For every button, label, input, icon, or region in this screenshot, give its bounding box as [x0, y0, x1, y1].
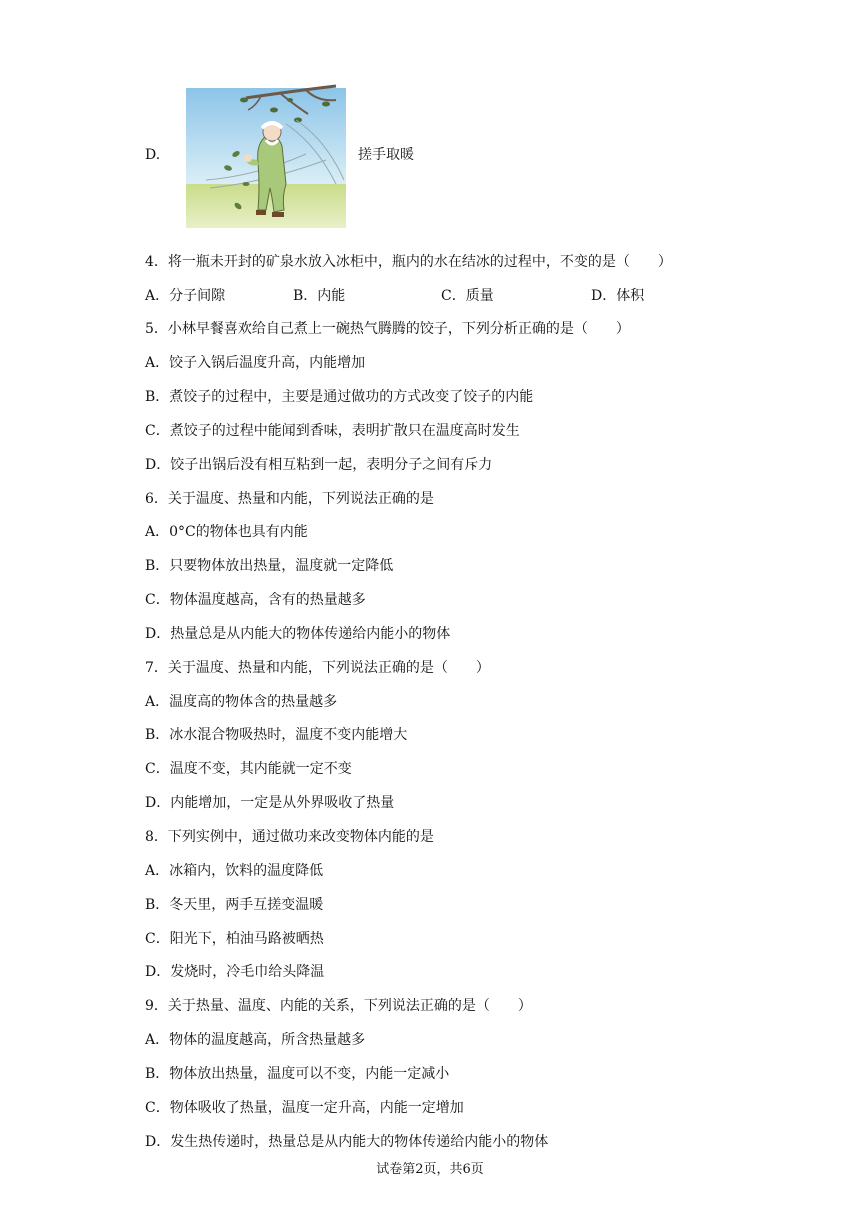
old-man-rubbing-hands-illustration — [186, 84, 350, 230]
question-7-option-a: A．温度高的物体含的热量越多 — [145, 694, 338, 710]
question-8-option-c: C．阳光下，柏油马路被晒热 — [145, 931, 324, 947]
question-9-option-c: C．物体吸收了热量，温度一定升高，内能一定增加 — [145, 1100, 464, 1116]
question-5-option-a: A．饺子入锅后温度升高，内能增加 — [145, 355, 366, 371]
question-4-option-a: A．分子间隙 — [145, 288, 226, 304]
question-6-stem: 6．关于温度、热量和内能，下列说法正确的是 — [145, 491, 434, 507]
question-9-option-d: D．发生热传递时，热量总是从内能大的物体传递给内能小的物体 — [145, 1134, 549, 1150]
question-4-stem: 4．将一瓶未开封的矿泉水放入冰柜中，瓶内的水在结冰的过程中，不变的是（ ） — [145, 254, 672, 270]
question-6-option-c: C．物体温度越高，含有的热量越多 — [145, 592, 366, 608]
question-7-option-c: C．温度不变，其内能就一定不变 — [145, 761, 352, 777]
q3-option-d-caption: 搓手取暖 — [358, 147, 414, 163]
question-9-option-a: A．物体的温度越高，所含热量越多 — [145, 1032, 366, 1048]
question-5-option-c: C．煮饺子的过程中能闻到香味，表明扩散只在温度高时发生 — [145, 423, 520, 439]
question-7-option-b: B．冰水混合物吸热时，温度不变内能增大 — [145, 727, 408, 743]
question-7-stem: 7．关于温度、热量和内能，下列说法正确的是（ ） — [145, 660, 490, 676]
question-8-option-a: A．冰箱内，饮料的温度降低 — [145, 863, 324, 879]
question-8-stem: 8．下列实例中，通过做功来改变物体内能的是 — [145, 829, 434, 845]
question-8-option-d: D．发烧时，冷毛巾给头降温 — [145, 964, 325, 980]
page-footer: 试卷第2页，共6页 — [376, 1162, 484, 1177]
question-4-option-d: D．体积 — [591, 288, 645, 304]
question-4-option-b: B．内能 — [293, 288, 346, 304]
question-6-option-d: D．热量总是从内能大的物体传递给内能小的物体 — [145, 626, 451, 642]
question-4-options — [145, 286, 705, 306]
question-5-option-b: B．煮饺子的过程中，主要是通过做功的方式改变了饺子的内能 — [145, 389, 534, 405]
question-6-option-b: B．只要物体放出热量，温度就一定降低 — [145, 558, 394, 574]
question-6-option-a: A．0°C的物体也具有内能 — [145, 524, 308, 540]
q3-option-d-letter: D. — [145, 147, 161, 163]
question-5-stem: 5．小林早餐喜欢给自己煮上一碗热气腾腾的饺子，下列分析正确的是（ ） — [145, 321, 630, 337]
question-8-option-b: B．冬天里，两手互搓变温暖 — [145, 897, 324, 913]
question-9-option-b: B．物体放出热量，温度可以不变，内能一定减小 — [145, 1066, 450, 1082]
question-5-option-d: D．饺子出锅后没有相互粘到一起，表明分子之间有斥力 — [145, 457, 493, 473]
question-7-option-d: D．内能增加，一定是从外界吸收了热量 — [145, 795, 395, 811]
question-9-stem: 9．关于热量、温度、内能的关系，下列说法正确的是（ ） — [145, 998, 532, 1014]
question-4-option-c: C．质量 — [441, 288, 494, 304]
